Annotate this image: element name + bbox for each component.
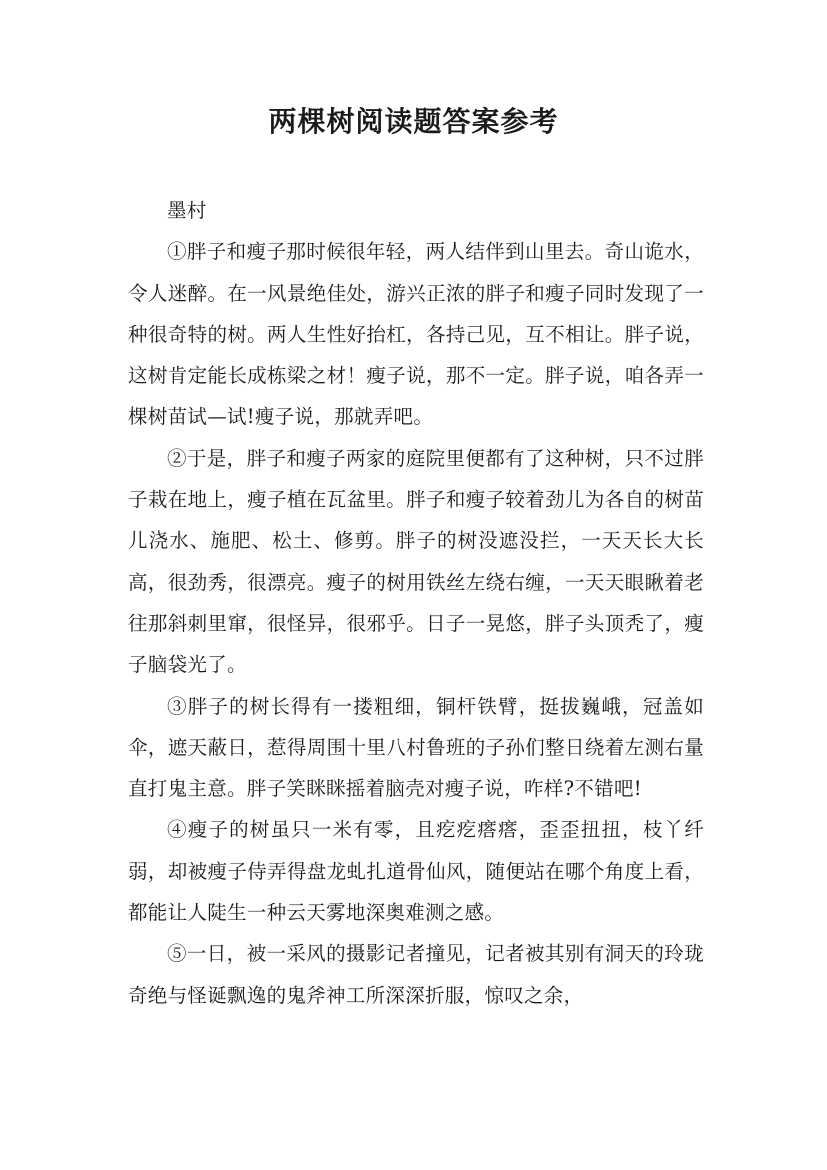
paragraph-4: ④瘦子的树虽只一米有零，且疙疙瘩瘩，歪歪扭扭，枝丫纤弱，却被瘦子侍弄得盘龙虬扎道骨仙风，随便站在哪个角度上看，都能让人陡生一种云天雾地深奥难测之感。 [128,818,704,925]
paragraph-5: ⑤一日，被一采风的摄影记者撞见，记者被其别有洞天的玲珑奇绝与怪诞飘逸的鬼斧神工所深深折服，惊叹之余， [128,942,704,1007]
paragraph-3: ③胖子的树长得有一搂粗细，铜杆铁臂，挺拔巍峨，冠盖如伞，遮天蔽日，惹得周围十里八村鲁班的子孙们整日绕着左测右量直打鬼主意。胖子笑眯眯摇着脑壳对瘦子说，咋样?不错吧! [128,694,704,801]
document-body [128,190,704,1016]
paragraph-2: ②于是，胖子和瘦子两家的庭院里便都有了这种树，只不过胖子栽在地上，瘦子植在瓦盆里。胖子和瘦子较着劲儿为各自的树苗儿浇水、施肥、松土、修剪。胖子的树没遮没拦，一天天长大长高，很劲秀，很漂亮。瘦子的树用铁丝左绕右缠，一天天眼瞅着老往那斜刺里窜，很怪异，很邪乎。日子一晃悠，胖子头顶秃了，瘦子脑袋光了。 [128,446,704,677]
paragraph-1: ①胖子和瘦子那时候很年轻，两人结伴到山里去。奇山诡水，令人迷醉。在一风景绝佳处，游兴正浓的胖子和瘦子同时发现了一种很奇特的树。两人生性好抬杠，各持己见，互不相让。胖子说，这树肯定能长成栋梁之材！瘦子说，那不一定。胖子说，咱各弄一棵树苗试—试!瘦子说，那就弄吧。 [128,240,704,429]
document-title: 两棵树阅读题答案参考 [268,105,559,138]
author-line: 墨村 [167,199,207,222]
